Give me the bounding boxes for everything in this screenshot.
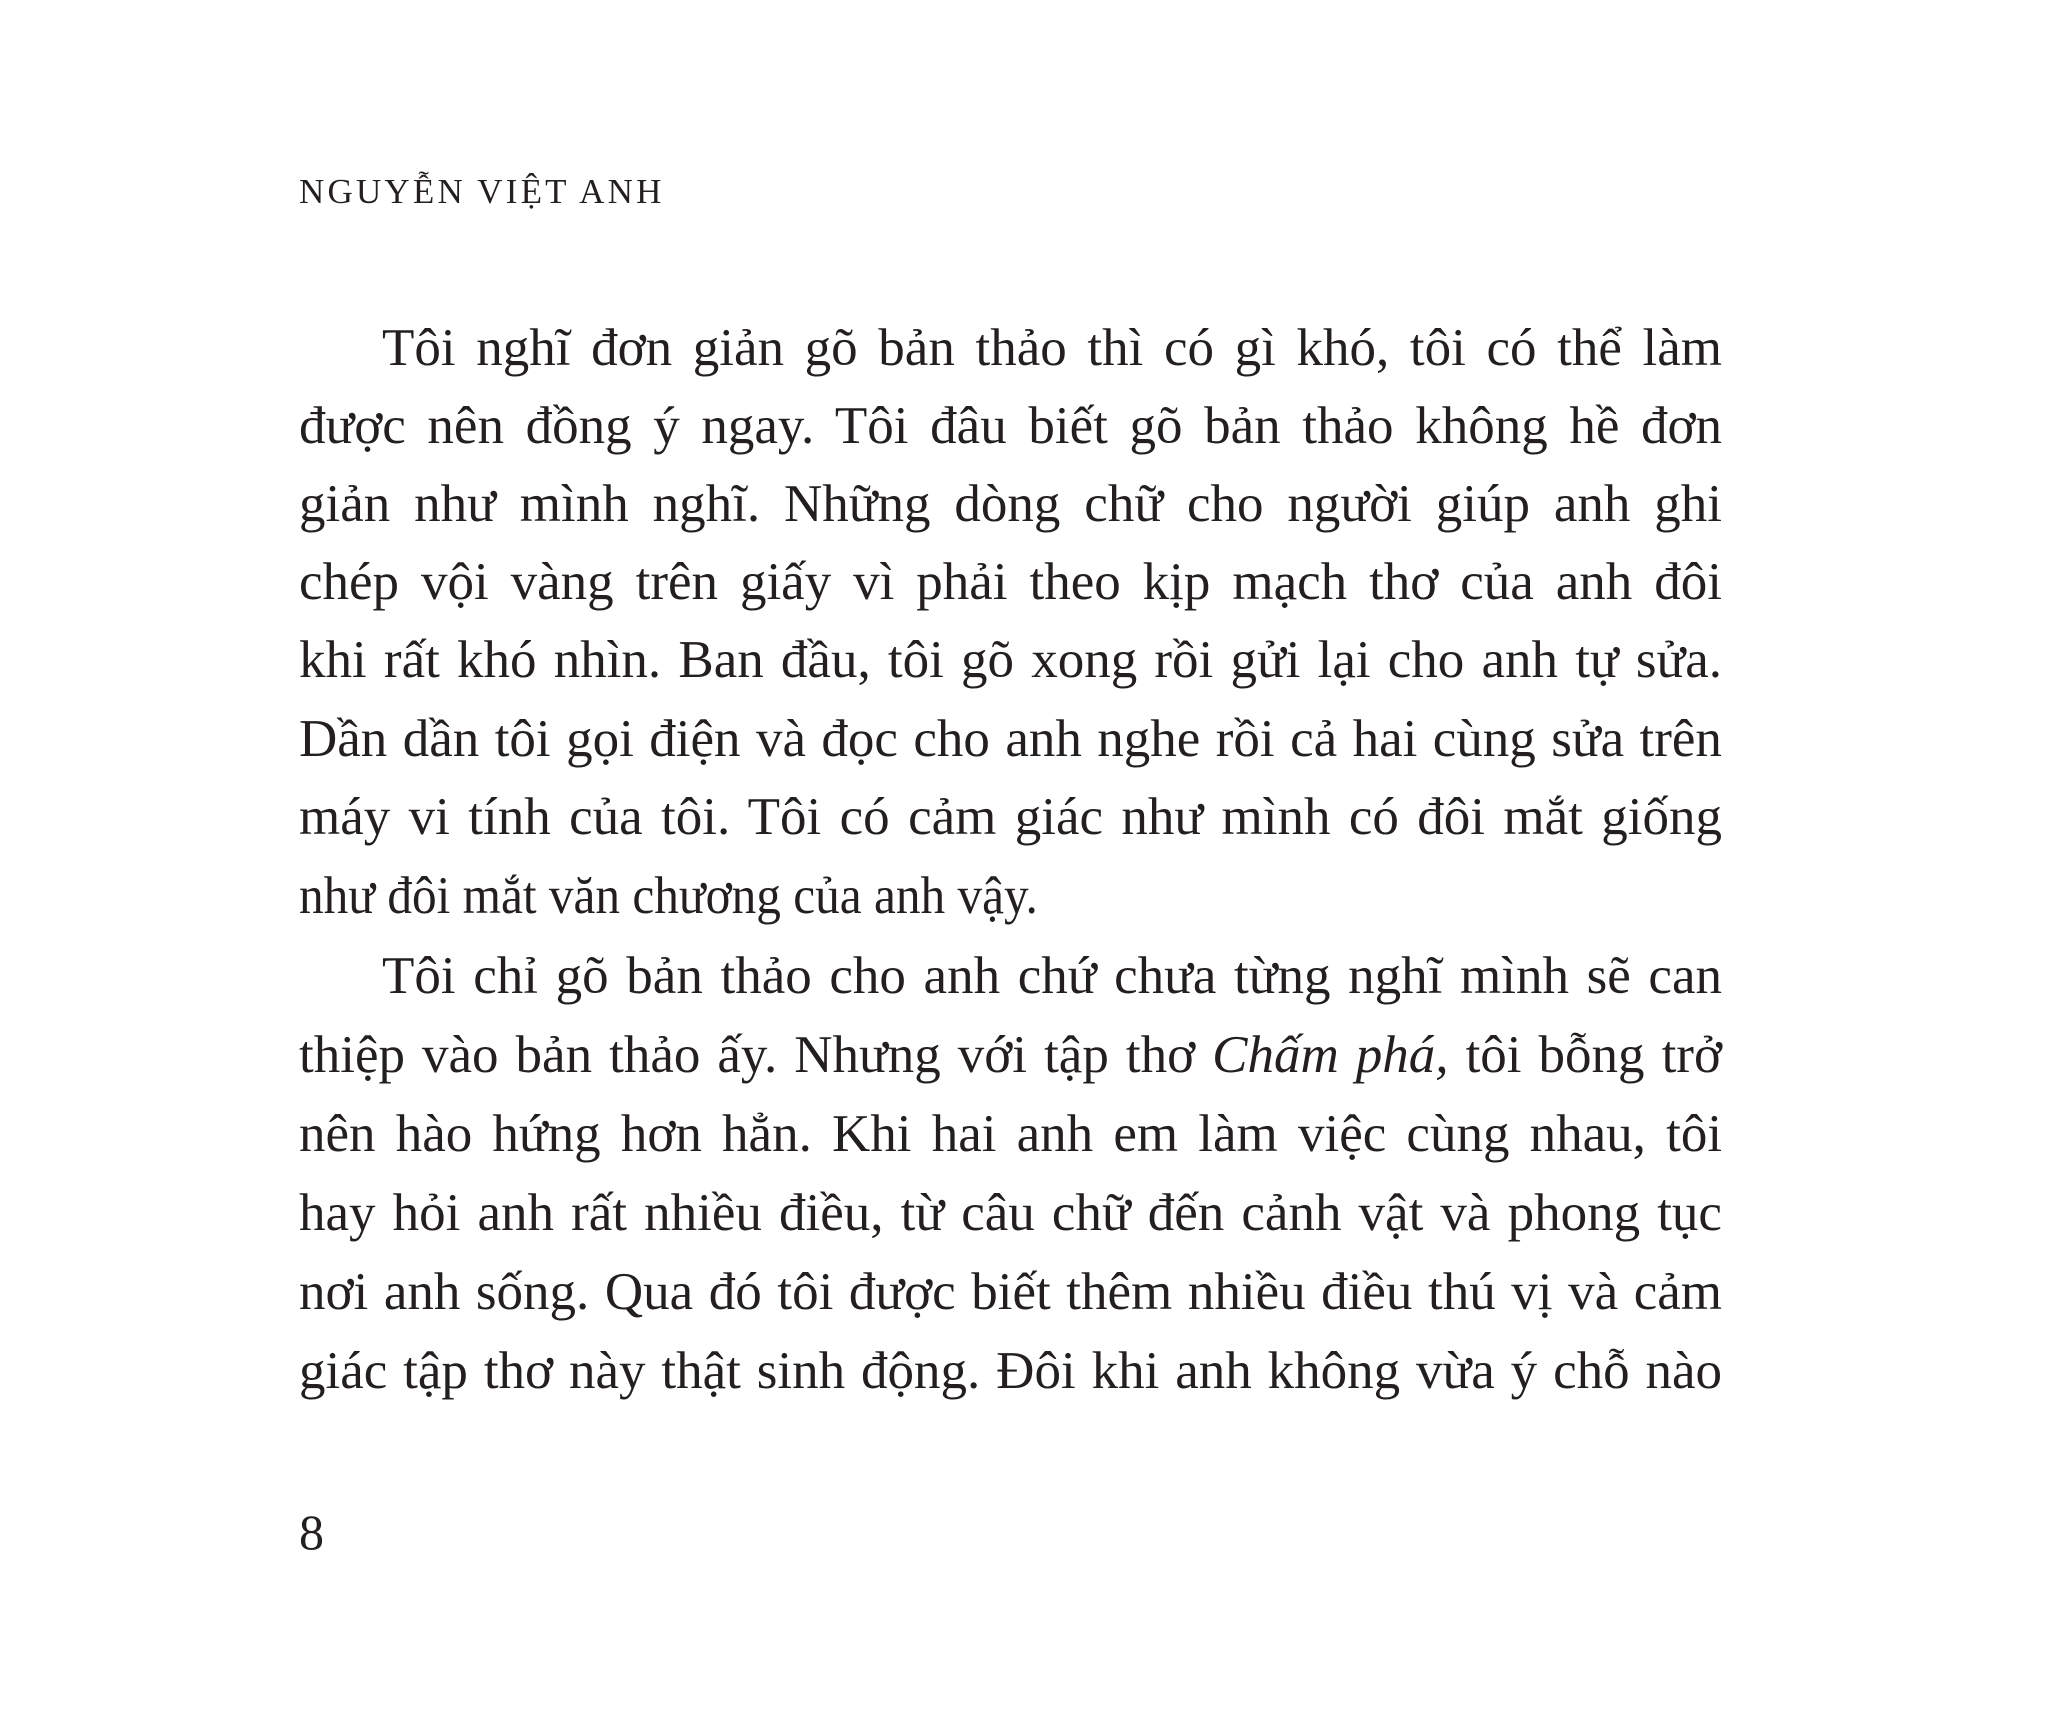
text-line-content	[299, 866, 1038, 926]
text-line-content	[382, 946, 1722, 1006]
text-line	[299, 1104, 1722, 1164]
text-line	[299, 709, 1722, 769]
text-line-content	[299, 1341, 1722, 1401]
text-line	[299, 552, 1722, 612]
text-run: Dần dần tôi gọi điện và đọc cho anh nghe rồi cả hai cùng sửa trên	[299, 710, 1722, 768]
italic-title: Chấm phá,	[1212, 1026, 1449, 1084]
text-run: chép vội vàng trên giấy vì phải theo kịp mạch thơ của anh đôi	[299, 553, 1722, 611]
text-line-content	[299, 1104, 1722, 1164]
text-line-content	[299, 630, 1722, 690]
text-line-content	[299, 396, 1722, 456]
text-line-content	[299, 552, 1722, 612]
text-run: Tôi chỉ gõ bản thảo cho anh chứ chưa từng nghĩ mình sẽ can	[382, 947, 1722, 1005]
text-line	[299, 1183, 1722, 1243]
text-line	[299, 787, 1722, 847]
text-run: Tôi nghĩ đơn giản gõ bản thảo thì có gì khó, tôi có thể làm	[382, 319, 1722, 377]
text-run: nên hào hứng hơn hẳn. Khi hai anh em làm việc cùng nhau, tôi	[299, 1105, 1723, 1163]
text-run: khi rất khó nhìn. Ban đầu, tôi gõ xong rồi gửi lại cho anh tự sửa.	[299, 631, 1722, 689]
text-line-content	[299, 1183, 1722, 1243]
running-head-author: NGUYỄN VIỆT ANH	[299, 172, 665, 211]
text-line	[299, 1025, 1722, 1085]
text-line	[299, 1341, 1722, 1401]
text-run: thiệp vào bản thảo ấy. Nhưng với tập thơ	[299, 1026, 1213, 1084]
text-line-content	[299, 709, 1722, 769]
text-line	[299, 946, 1722, 1006]
text-line	[299, 318, 1722, 378]
text-line-content	[299, 1262, 1722, 1322]
page-number: 8	[299, 1504, 324, 1560]
text-run: giác tập thơ này thật sinh động. Đôi khi anh không vừa ý chỗ nào	[299, 1342, 1723, 1400]
text-line-content	[382, 318, 1722, 378]
text-line-content	[299, 787, 1722, 847]
text-run: nơi anh sống. Qua đó tôi được biết thêm nhiều điều thú vị và cảm	[299, 1263, 1722, 1321]
text-line-content	[299, 1025, 1722, 1085]
text-line	[299, 474, 1722, 534]
text-line	[299, 630, 1722, 690]
text-line	[299, 396, 1722, 456]
text-line	[299, 1262, 1722, 1322]
text-line	[299, 866, 1722, 926]
text-run: như đôi mắt văn chương của anh vậy.	[299, 867, 1038, 925]
text-run: tôi bỗng trở	[1448, 1026, 1722, 1084]
text-run: hay hỏi anh rất nhiều điều, từ câu chữ đến cảnh vật và phong tục	[299, 1184, 1722, 1242]
text-line-content	[299, 474, 1722, 534]
text-run: được nên đồng ý ngay. Tôi đâu biết gõ bản thảo không hề đơn	[299, 397, 1723, 455]
text-run: giản như mình nghĩ. Những dòng chữ cho người giúp anh ghi	[299, 475, 1723, 533]
text-run: máy vi tính của tôi. Tôi có cảm giác như mình có đôi mắt giống	[299, 788, 1722, 846]
